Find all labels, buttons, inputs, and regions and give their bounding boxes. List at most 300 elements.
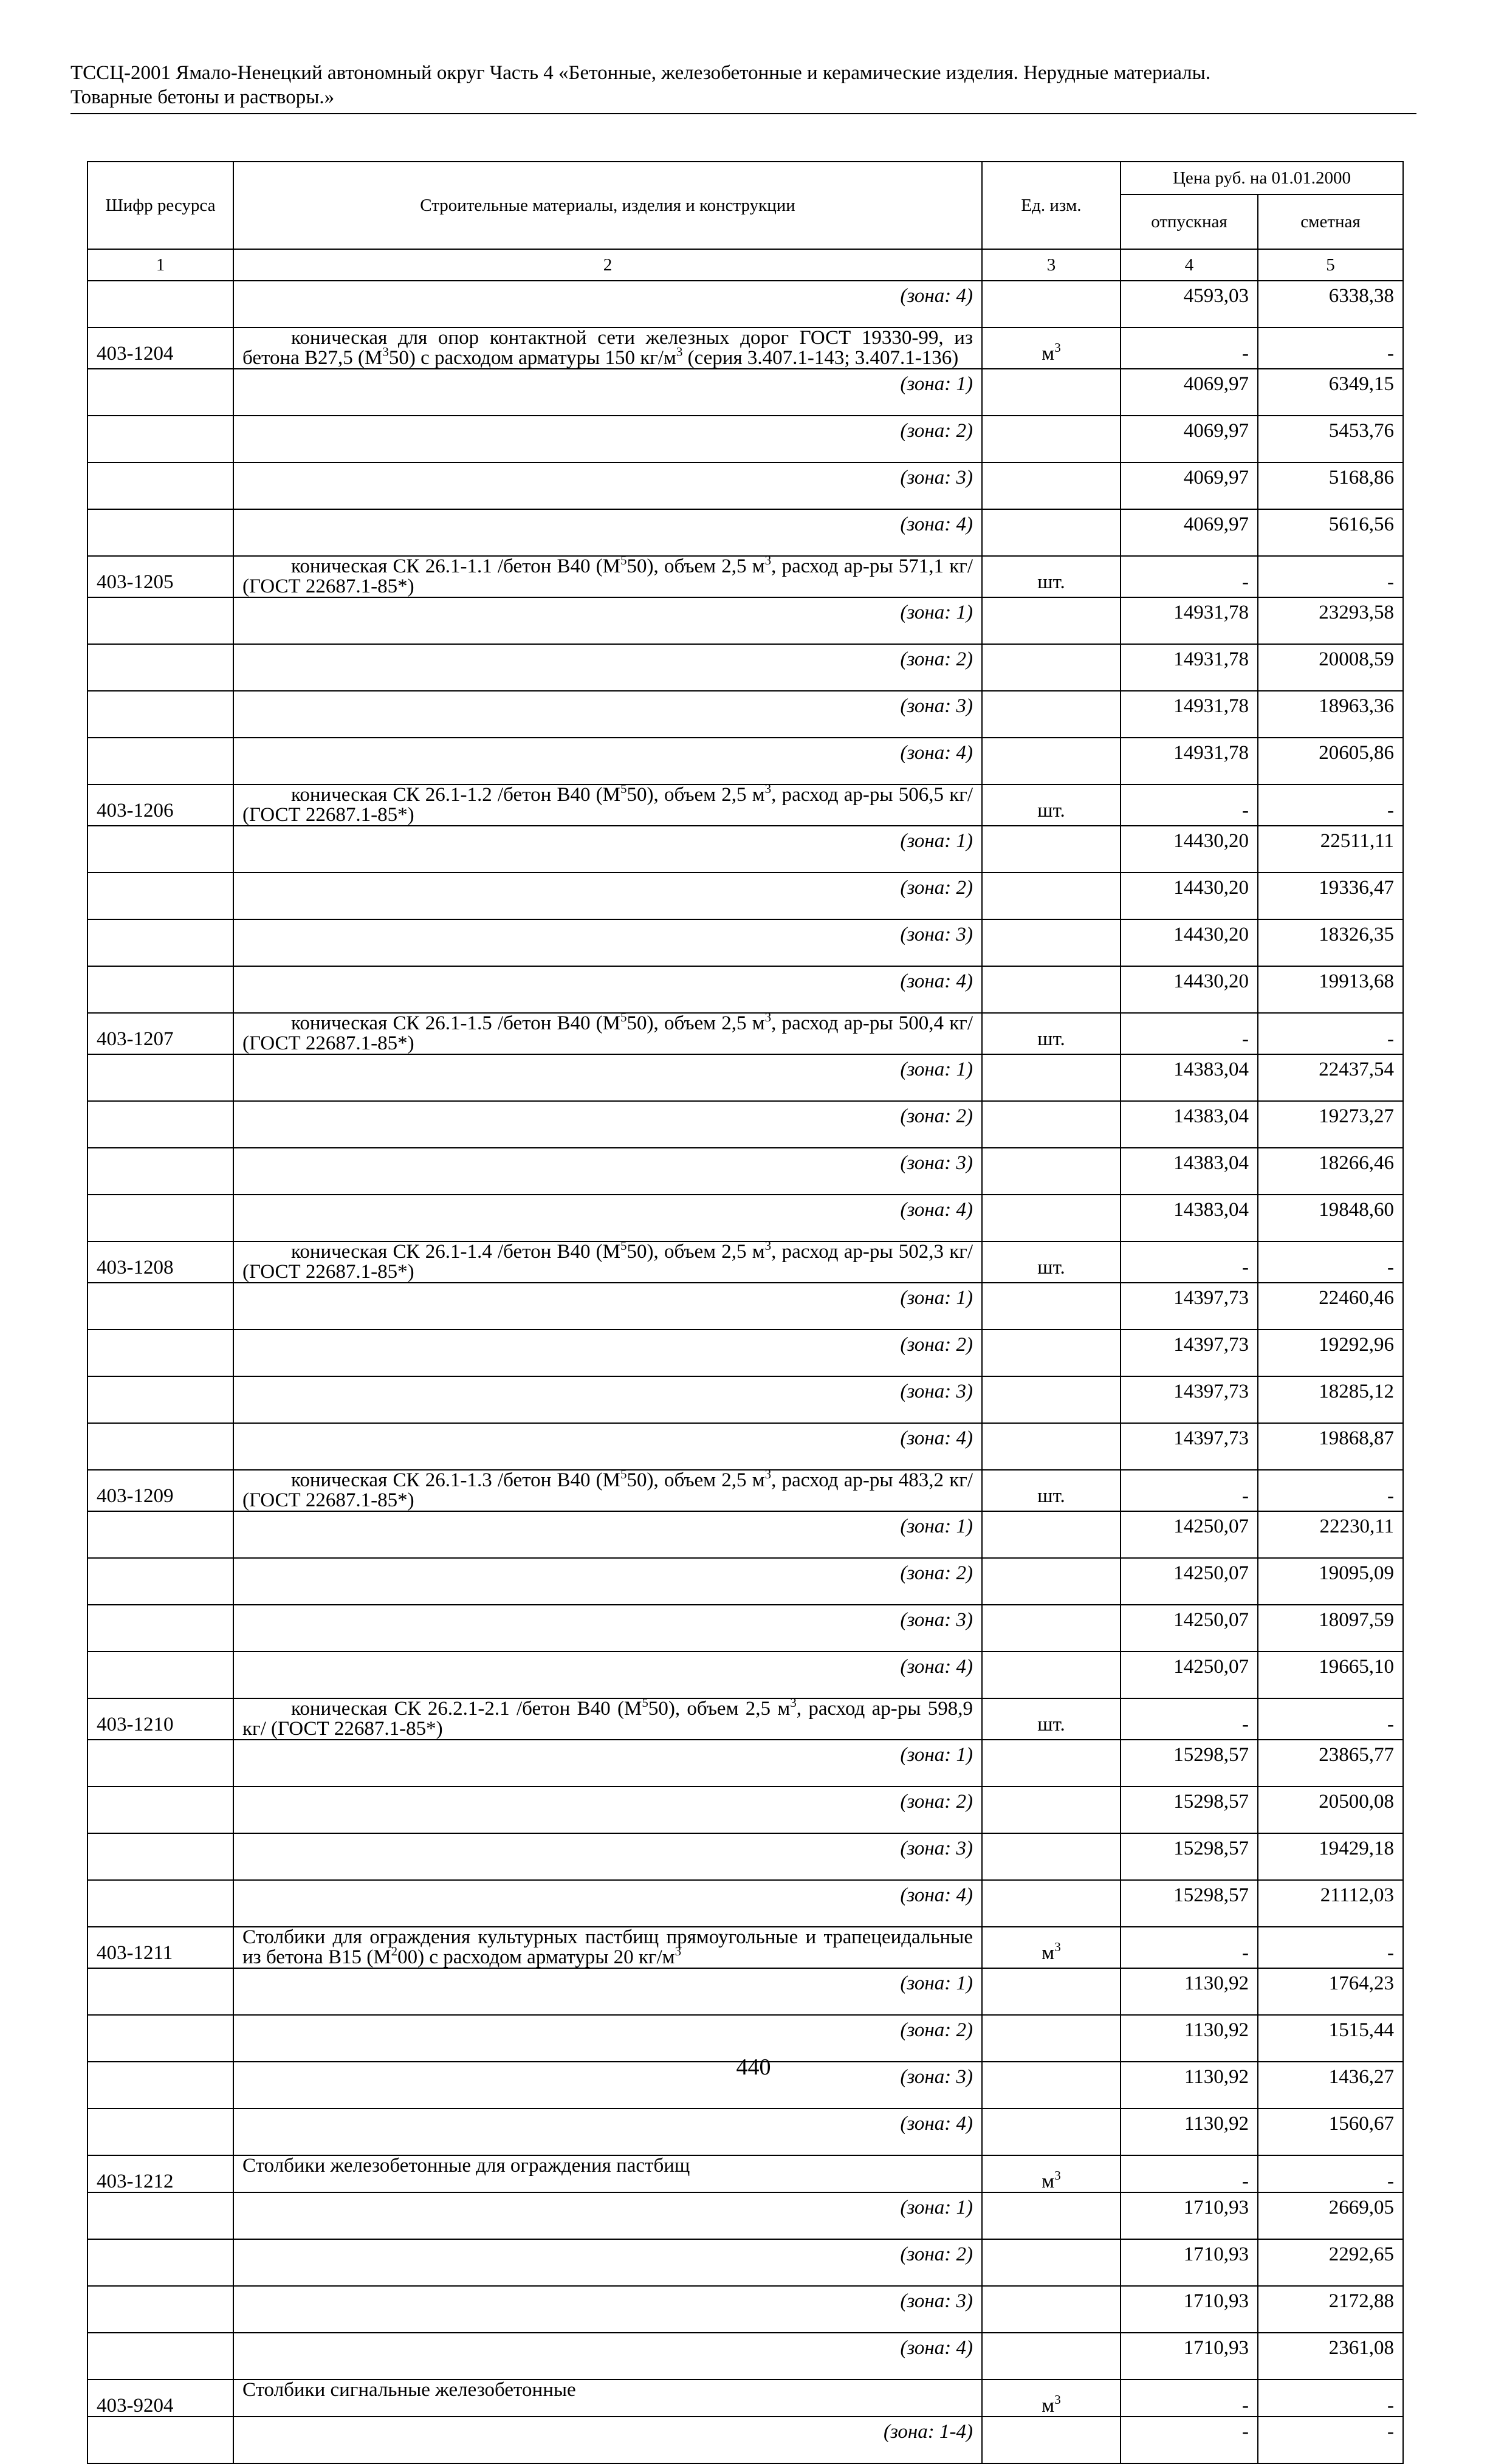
zone-unit-cell <box>982 2286 1121 2333</box>
release-price: - <box>1121 1470 1258 1511</box>
zone-label: (зона: 3) <box>233 1833 982 1880</box>
item-description-text: Столбики сигнальные железобетонные <box>242 2379 576 2401</box>
estimate-price: - <box>1258 2155 1403 2192</box>
zone-release-price: 14383,04 <box>1121 1195 1258 1241</box>
zone-label: (зона: 4) <box>233 738 982 784</box>
zone-estimate-price: 20008,59 <box>1258 644 1403 691</box>
zone-code-cell <box>88 691 233 738</box>
zone-code-cell <box>88 1101 233 1148</box>
zone-release-price: 14397,73 <box>1121 1423 1258 1470</box>
zone-row <box>88 738 1403 784</box>
zone-estimate-price: 22511,11 <box>1258 826 1403 873</box>
unit-of-measure: $м^3$ <box>982 328 1121 369</box>
zone-estimate-price: 2292,65 <box>1258 2239 1403 2286</box>
zone-release-price: 15298,57 <box>1121 1833 1258 1880</box>
zone-unit-cell <box>982 826 1121 873</box>
zone-row <box>88 416 1403 462</box>
zone-row <box>88 1054 1403 1101</box>
zone-estimate-price: 1764,23 <box>1258 1968 1403 2015</box>
zone-estimate-price: 23293,58 <box>1258 597 1403 644</box>
table-row <box>88 1013 1403 1054</box>
zone-code-cell <box>88 1054 233 1101</box>
zone-label: (зона: 4) <box>233 509 982 556</box>
unit-of-measure: $м^3$ <box>982 2155 1121 2192</box>
zone-estimate-price: 20500,08 <box>1258 1786 1403 1833</box>
carryover-estimate: 6338,38 <box>1258 281 1403 328</box>
zone-row <box>88 1511 1403 1558</box>
table-row <box>88 2155 1403 2192</box>
zone-label: (зона: 4) <box>233 2333 982 2380</box>
zone-estimate-price: 2172,88 <box>1258 2286 1403 2333</box>
column-number: 3 <box>982 249 1121 281</box>
zone-row <box>88 2239 1403 2286</box>
zone-label: (зона: 2) <box>233 2015 982 2062</box>
zone-unit-cell <box>982 1511 1121 1558</box>
col-header-estimate: сметная <box>1258 194 1403 249</box>
zone-label: (зона: 2) <box>233 644 982 691</box>
zone-release-price: 1130,92 <box>1121 2015 1258 2062</box>
unit-of-measure: $м^3$ <box>982 1927 1121 1968</box>
release-price: - <box>1121 2155 1258 2192</box>
unit-of-measure: шт. <box>982 1698 1121 1740</box>
release-price: - <box>1121 328 1258 369</box>
zone-row <box>88 2286 1403 2333</box>
estimate-price: - <box>1258 784 1403 826</box>
zone-code-cell <box>88 2109 233 2155</box>
zone-unit-cell <box>982 1283 1121 1330</box>
zone-unit-cell <box>982 966 1121 1013</box>
zone-label: (зона: 3) <box>233 919 982 966</box>
zone-unit-cell <box>982 1558 1121 1605</box>
zone-unit-cell <box>982 1330 1121 1376</box>
zone-row <box>88 1148 1403 1195</box>
table-row <box>88 328 1403 369</box>
unit-of-measure: $м^3$ <box>982 2380 1121 2417</box>
zone-code-cell <box>88 1423 233 1470</box>
table-row <box>88 1470 1403 1511</box>
zone-row <box>88 2333 1403 2380</box>
zone-code-cell <box>88 2192 233 2239</box>
zone-estimate-price: 23865,77 <box>1258 1740 1403 1786</box>
zone-code-cell <box>88 462 233 509</box>
item-description <box>233 2380 982 2417</box>
price-table <box>87 161 1404 2464</box>
zone-release-price: 4069,97 <box>1121 416 1258 462</box>
zone-label: (зона: 1-4) <box>233 2417 982 2463</box>
zone-estimate-price: 19095,09 <box>1258 1558 1403 1605</box>
resource-code: 403-1211 <box>88 1927 233 1968</box>
zone-estimate-price: 18097,59 <box>1258 1605 1403 1652</box>
zone-row <box>88 1968 1403 2015</box>
header-line-1: ТССЦ-2001 Ямало-Ненецкий автономный округ Часть 4 «Бетонные, железобетонные и керамические изделия. Нерудные материалы. <box>70 62 1211 84</box>
zone-estimate-price: 5453,76 <box>1258 416 1403 462</box>
estimate-price: - <box>1258 2380 1403 2417</box>
item-description-text: коническая СК 26.1-1.3 /бетон В40 $(М^550)$, объем 2,5 $м^3$, расход ар-ры 483,2 кг/ (ГОСТ 22687.1-85*) <box>242 1467 973 1511</box>
zone-label: (зона: 1) <box>233 2192 982 2239</box>
zone-row <box>88 509 1403 556</box>
zone-release-price: 14430,20 <box>1121 873 1258 919</box>
zone-release-price: 14250,07 <box>1121 1605 1258 1652</box>
zone-row <box>88 1786 1403 1833</box>
item-description-text: коническая СК 26.1-1.1 /бетон В40 $(М^550)$, объем 2,5 $м^3$, расход ар-ры 571,1 кг/ (ГОСТ 22687.1-85*) <box>242 553 973 597</box>
zone-unit-cell <box>982 919 1121 966</box>
table-row <box>88 1241 1403 1283</box>
zone-release-price: 14430,20 <box>1121 919 1258 966</box>
zone-code-cell <box>88 1330 233 1376</box>
zone-estimate-price: 20605,86 <box>1258 738 1403 784</box>
zone-label: (зона: 2) <box>233 1558 982 1605</box>
zone-label: (зона: 1) <box>233 597 982 644</box>
zone-code-cell <box>88 966 233 1013</box>
zone-label: (зона: 3) <box>233 2062 982 2109</box>
zone-row <box>88 2109 1403 2155</box>
zone-release-price: 14397,73 <box>1121 1376 1258 1423</box>
item-description-text: коническая СК 26.1-1.2 /бетон В40 $(М^550)$, объем 2,5 $м^3$, расход ар-ры 506,5 кг/ (ГОСТ 22687.1-85*) <box>242 781 973 826</box>
estimate-price: - <box>1258 1470 1403 1511</box>
table-row <box>88 784 1403 826</box>
item-description-text: коническая СК 26.1-1.5 /бетон В40 $(М^550)$, объем 2,5 $м^3$, расход ар-ры 500,4 кг/ (ГОСТ 22687.1-85*) <box>242 1010 973 1054</box>
zone-release-price: 14383,04 <box>1121 1148 1258 1195</box>
zone-code-cell <box>88 369 233 416</box>
zone-row <box>88 1423 1403 1470</box>
zone-label: (зона: 1) <box>233 1054 982 1101</box>
zone-label: (зона: 3) <box>233 1605 982 1652</box>
zone-estimate-price: 19429,18 <box>1258 1833 1403 1880</box>
item-description <box>233 1238 982 1283</box>
zone-release-price: 14250,07 <box>1121 1652 1258 1698</box>
resource-code: 403-1210 <box>88 1698 233 1740</box>
item-description-text: коническая СК 26.1-1.4 /бетон В40 $(М^550)$, объем 2,5 $м^3$, расход ар-ры 502,3 кг/ (ГОСТ 22687.1-85*) <box>242 1238 973 1283</box>
zone-row <box>88 1605 1403 1652</box>
zone-row <box>88 1880 1403 1927</box>
release-price: - <box>1121 1013 1258 1054</box>
zone-release-price: 1130,92 <box>1121 2109 1258 2155</box>
zone-release-price: 1130,92 <box>1121 2062 1258 2109</box>
resource-code: 403-1208 <box>88 1241 233 1283</box>
release-price: - <box>1121 1927 1258 1968</box>
zone-release-price: 14383,04 <box>1121 1054 1258 1101</box>
zone-unit-cell <box>982 1880 1121 1927</box>
item-description-text: коническая СК 26.2.1-2.1 /бетон В40 $(М^550)$, объем 2,5 $м^3$, расход ар-ры 598,9 кг/ (ГОСТ 22687.1-85*) <box>242 1695 973 1740</box>
zone-code-cell <box>88 416 233 462</box>
zone-label: (зона: 4) <box>233 1195 982 1241</box>
carryover-zone: (зона: 4) <box>233 281 982 328</box>
unit-of-measure: шт. <box>982 1470 1121 1511</box>
zone-unit-cell <box>982 369 1121 416</box>
zone-estimate-price: 6349,15 <box>1258 369 1403 416</box>
zone-label: (зона: 3) <box>233 1376 982 1423</box>
zone-code-cell <box>88 597 233 644</box>
zone-code-cell <box>88 644 233 691</box>
zone-label: (зона: 3) <box>233 2286 982 2333</box>
zone-label: (зона: 1) <box>233 1740 982 1786</box>
zone-row <box>88 1101 1403 1148</box>
zone-release-price: 14397,73 <box>1121 1330 1258 1376</box>
carryover-release: 4593,03 <box>1121 281 1258 328</box>
zone-row <box>88 691 1403 738</box>
zone-label: (зона: 1) <box>233 826 982 873</box>
zone-release-price: 14250,07 <box>1121 1558 1258 1605</box>
zone-release-price: 1710,93 <box>1121 2286 1258 2333</box>
zone-release-price: 1710,93 <box>1121 2333 1258 2380</box>
table-row <box>88 1698 1403 1740</box>
zone-label: (зона: 2) <box>233 873 982 919</box>
item-description-text: Столбики железобетонные для ограждения пастбищ <box>242 2155 690 2177</box>
zone-row <box>88 2192 1403 2239</box>
zone-code-cell <box>88 873 233 919</box>
zone-row <box>88 1833 1403 1880</box>
zone-estimate-price: 1560,67 <box>1258 2109 1403 2155</box>
release-price: - <box>1121 1241 1258 1283</box>
zone-label: (зона: 3) <box>233 462 982 509</box>
zone-code-cell <box>88 2286 233 2333</box>
zone-code-cell <box>88 1652 233 1698</box>
zone-unit-cell <box>982 1195 1121 1241</box>
item-description <box>233 1010 982 1054</box>
table-row <box>88 2380 1403 2417</box>
zone-code-cell <box>88 1605 233 1652</box>
zone-unit-cell <box>982 416 1121 462</box>
item-description <box>233 2155 982 2192</box>
release-price: - <box>1121 2380 1258 2417</box>
col-header-name: Строительные материалы, изделия и конструкции <box>233 162 982 249</box>
zone-release-price: 14250,07 <box>1121 1511 1258 1558</box>
zone-release-price: 14931,78 <box>1121 738 1258 784</box>
zone-label: (зона: 2) <box>233 1101 982 1148</box>
zone-unit-cell <box>982 873 1121 919</box>
zone-row <box>88 2417 1403 2463</box>
zone-release-price: - <box>1121 2417 1258 2463</box>
zone-release-price: 14383,04 <box>1121 1101 1258 1148</box>
zone-release-price: 14931,78 <box>1121 597 1258 644</box>
zone-unit-cell <box>982 462 1121 509</box>
item-description <box>233 328 982 369</box>
release-price: - <box>1121 556 1258 597</box>
table-body <box>88 281 1403 2463</box>
zone-estimate-price: 18285,12 <box>1258 1376 1403 1423</box>
zone-code-cell <box>88 1376 233 1423</box>
unit-of-measure: шт. <box>982 784 1121 826</box>
zone-estimate-price: 22460,46 <box>1258 1283 1403 1330</box>
zone-label: (зона: 3) <box>233 691 982 738</box>
item-description <box>233 781 982 826</box>
zone-release-price: 4069,97 <box>1121 369 1258 416</box>
zone-estimate-price: 22437,54 <box>1258 1054 1403 1101</box>
zone-row <box>88 1376 1403 1423</box>
item-description-text: Столбики для ограждения культурных пастбищ прямоугольные и трапецеидальные из бетона В15 $(М^200)$ с расходом арматуры 20 $кг/м^3$ <box>242 1926 973 1968</box>
zone-unit-cell <box>982 2109 1121 2155</box>
release-price: - <box>1121 784 1258 826</box>
zone-label: (зона: 2) <box>233 2239 982 2286</box>
zone-row <box>88 919 1403 966</box>
zone-estimate-price: 19868,87 <box>1258 1423 1403 1470</box>
carryover-unit <box>982 281 1121 328</box>
item-description-text: коническая для опор контактной сети железных дорог ГОСТ 19330-99, из бетона В27,5 $(М^350)$ с расходом арматуры 150 $кг/м^3$ (серия 3.407.1-143; 3.407.1-136) <box>242 327 973 369</box>
zone-release-price: 15298,57 <box>1121 1786 1258 1833</box>
zone-label: (зона: 4) <box>233 1880 982 1927</box>
zone-release-price: 14397,73 <box>1121 1283 1258 1330</box>
zone-estimate-price: 22230,11 <box>1258 1511 1403 1558</box>
zone-code-cell <box>88 826 233 873</box>
estimate-price: - <box>1258 556 1403 597</box>
zone-unit-cell <box>982 597 1121 644</box>
zone-label: (зона: 1) <box>233 1968 982 2015</box>
zone-unit-cell <box>982 644 1121 691</box>
zone-unit-cell <box>982 1833 1121 1880</box>
zone-code-cell <box>88 509 233 556</box>
zone-unit-cell <box>982 1101 1121 1148</box>
zone-estimate-price: 19665,10 <box>1258 1652 1403 1698</box>
resource-code: 403-1207 <box>88 1013 233 1054</box>
unit-of-measure: шт. <box>982 1013 1121 1054</box>
zone-code-cell <box>88 1195 233 1241</box>
zone-code-cell <box>88 2333 233 2380</box>
col-header-release: отпускная <box>1121 194 1258 249</box>
zone-unit-cell <box>982 738 1121 784</box>
zone-code-cell <box>88 738 233 784</box>
zone-code-cell <box>88 1511 233 1558</box>
zone-release-price: 4069,97 <box>1121 509 1258 556</box>
zone-release-price: 15298,57 <box>1121 1880 1258 1927</box>
zone-row <box>88 369 1403 416</box>
unit-of-measure: шт. <box>982 1241 1121 1283</box>
resource-code: 403-1204 <box>88 328 233 369</box>
zone-row <box>88 1195 1403 1241</box>
release-price: - <box>1121 1698 1258 1740</box>
item-description <box>233 553 982 597</box>
estimate-price: - <box>1258 1013 1403 1054</box>
zone-label: (зона: 4) <box>233 966 982 1013</box>
zone-code-cell <box>88 919 233 966</box>
column-number: 1 <box>88 249 233 281</box>
resource-code: 403-1212 <box>88 2155 233 2192</box>
zone-estimate-price: 2669,05 <box>1258 2192 1403 2239</box>
zone-code-cell <box>88 1148 233 1195</box>
zone-release-price: 14931,78 <box>1121 691 1258 738</box>
zone-code-cell <box>88 1740 233 1786</box>
zone-unit-cell <box>982 2333 1121 2380</box>
zone-unit-cell <box>982 2239 1121 2286</box>
zone-unit-cell <box>982 1605 1121 1652</box>
page-number: 440 <box>736 2054 771 2080</box>
zone-row <box>88 1558 1403 1605</box>
zone-release-price: 15298,57 <box>1121 1740 1258 1786</box>
page-header <box>70 61 1416 109</box>
item-description <box>233 1927 982 1968</box>
zone-unit-cell <box>982 1148 1121 1195</box>
zone-release-price: 4069,97 <box>1121 462 1258 509</box>
zone-row <box>88 826 1403 873</box>
estimate-price: - <box>1258 1698 1403 1740</box>
zone-estimate-price: 18266,46 <box>1258 1148 1403 1195</box>
col-header-unit: Ед. изм. <box>982 162 1121 249</box>
item-description <box>233 1467 982 1511</box>
zone-estimate-price: 19913,68 <box>1258 966 1403 1013</box>
estimate-price: - <box>1258 328 1403 369</box>
zone-unit-cell <box>982 1786 1121 1833</box>
zone-label: (зона: 4) <box>233 1652 982 1698</box>
zone-row <box>88 462 1403 509</box>
zone-estimate-price: 18326,35 <box>1258 919 1403 966</box>
zone-release-price: 1710,93 <box>1121 2239 1258 2286</box>
column-number: 5 <box>1258 249 1403 281</box>
zone-code-cell <box>88 1968 233 2015</box>
zone-estimate-price: 19273,27 <box>1258 1101 1403 1148</box>
zone-label: (зона: 2) <box>233 416 982 462</box>
header-line-2: Товарные бетоны и растворы.» <box>70 86 335 108</box>
estimate-price: - <box>1258 1241 1403 1283</box>
zone-release-price: 1130,92 <box>1121 1968 1258 2015</box>
zone-unit-cell <box>982 1968 1121 2015</box>
col-header-price-group: Цена руб. на 01.01.2000 <box>1121 162 1403 194</box>
zone-row <box>88 873 1403 919</box>
carryover-code <box>88 281 233 328</box>
zone-estimate-price: 5168,86 <box>1258 462 1403 509</box>
estimate-price: - <box>1258 1927 1403 1968</box>
zone-release-price: 14430,20 <box>1121 826 1258 873</box>
zone-label: (зона: 2) <box>233 1786 982 1833</box>
zone-estimate-price: 19292,96 <box>1258 1330 1403 1376</box>
zone-row <box>88 597 1403 644</box>
zone-label: (зона: 4) <box>233 1423 982 1470</box>
column-number: 2 <box>233 249 982 281</box>
column-number: 4 <box>1121 249 1258 281</box>
zone-estimate-price: 21112,03 <box>1258 1880 1403 1927</box>
zone-code-cell <box>88 2417 233 2463</box>
zone-estimate-price: 19336,47 <box>1258 873 1403 919</box>
zone-row <box>88 1330 1403 1376</box>
zone-unit-cell <box>982 1740 1121 1786</box>
zone-unit-cell <box>982 2417 1121 2463</box>
resource-code: 403-1209 <box>88 1470 233 1511</box>
zone-code-cell <box>88 1558 233 1605</box>
zone-code-cell <box>88 1833 233 1880</box>
zone-release-price: 14430,20 <box>1121 966 1258 1013</box>
zone-unit-cell <box>982 2192 1121 2239</box>
zone-code-cell <box>88 2239 233 2286</box>
resource-code: 403-1206 <box>88 784 233 826</box>
zone-unit-cell <box>982 1423 1121 1470</box>
zone-unit-cell <box>982 691 1121 738</box>
zone-code-cell <box>88 1880 233 1927</box>
zone-unit-cell <box>982 1054 1121 1101</box>
zone-unit-cell <box>982 1652 1121 1698</box>
resource-code: 403-9204 <box>88 2380 233 2417</box>
zone-label: (зона: 2) <box>233 1330 982 1376</box>
zone-code-cell <box>88 1786 233 1833</box>
zone-estimate-price: 18963,36 <box>1258 691 1403 738</box>
carryover-row <box>88 281 1403 328</box>
zone-label: (зона: 4) <box>233 2109 982 2155</box>
zone-label: (зона: 1) <box>233 1511 982 1558</box>
zone-unit-cell <box>982 1376 1121 1423</box>
zone-row <box>88 1740 1403 1786</box>
resource-code: 403-1205 <box>88 556 233 597</box>
zone-label: (зона: 3) <box>233 1148 982 1195</box>
col-header-code: Шифр ресурса <box>88 162 233 249</box>
zone-estimate-price: 1515,44 <box>1258 2015 1403 2062</box>
item-description <box>233 1695 982 1740</box>
zone-estimate-price: 19848,60 <box>1258 1195 1403 1241</box>
zone-row <box>88 966 1403 1013</box>
zone-estimate-price: 5616,56 <box>1258 509 1403 556</box>
zone-unit-cell <box>982 509 1121 556</box>
header-divider <box>70 113 1416 114</box>
zone-label: (зона: 1) <box>233 1283 982 1330</box>
zone-label: (зона: 1) <box>233 369 982 416</box>
table-row <box>88 1927 1403 1968</box>
zone-estimate-price: 2361,08 <box>1258 2333 1403 2380</box>
